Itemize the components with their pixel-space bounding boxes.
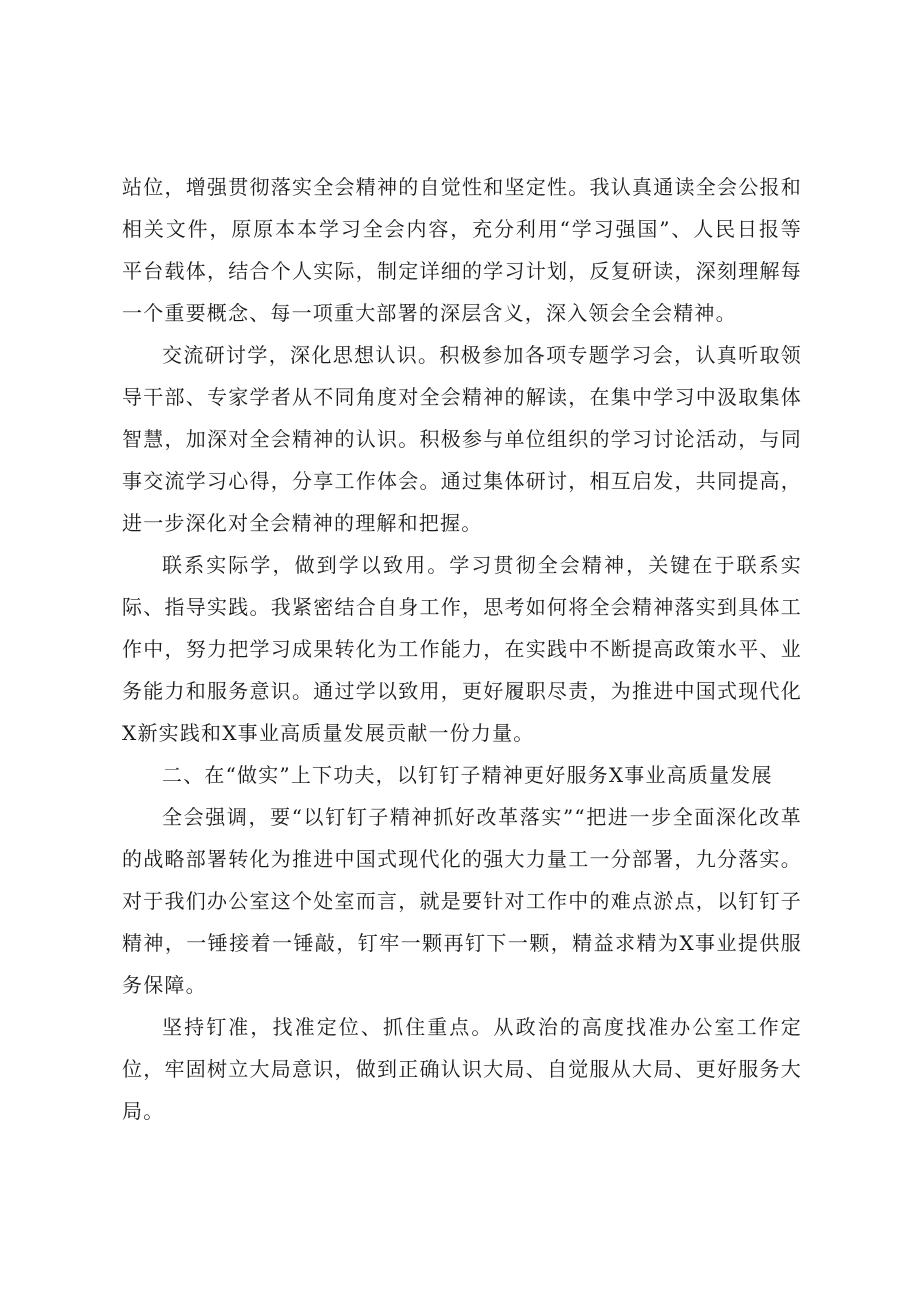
paragraph-continuation: 站位，增强贯彻落实全会精神的自觉性和坚定性。我认真通读全会公报和相关文件，原原本本学习全会内容，充分利用“学习强国”、人民日报等平台载体，结合个人实际，制定详细的学习计划，反复研读，深刻理解每一个重要概念、每一项重大部署的深层含义，深入领会全会精神。 <box>122 175 802 325</box>
section-heading-two: 二、在“做实”上下功夫，以钉钉子精神更好服务X事业高质量发展 <box>162 763 773 787</box>
paragraph-positioning: 坚持钉准，找准定位、抓住重点。从政治的高度找准办公室工作定位，牢固树立大局意识，做到正确认识大局、自觉服从大局、更好服务大局。 <box>122 1015 802 1123</box>
paragraph-plenary-emphasis: 全会强调，要“以钉钉子精神抓好改革落实”“把进一步全面深化改革的战略部署转化为推进中国式现代化的强大力量工一分部署，九分落实。对于我们办公室这个处室而言，就是要针对工作中的难点淤点，以钉钉子精神，一锤接着一锤敲，钉牢一颗再钉下一颗，精益求精为X事业提供服务保障。 <box>122 805 802 997</box>
paragraph-exchange-study: 交流研讨学，深化思想认识。积极参加各项专题学习会，认真听取领导干部、专家学者从不同角度对全会精神的解读，在集中学习中汲取集体智慧，加深对全会精神的认识。积极参与单位组织的学习讨论活动，与同事交流学习心得，分享工作体会。通过集体研讨，相互启发，共同提高，进一步深化对全会精神的理解和把握。 <box>122 343 802 535</box>
paragraph-practical-study: 联系实际学，做到学以致用。学习贯彻全会精神，关键在于联系实际、指导实践。我紧密结合自身工作，思考如何将全会精神落实到具体工作中，努力把学习成果转化为工作能力，在实践中不断提高政策水平、业务能力和服务意识。通过学以致用，更好履职尽责，为推进中国式现代化X新实践和X事业高质量发展贡献一份力量。 <box>122 553 802 745</box>
document-body <box>122 166 802 1132</box>
